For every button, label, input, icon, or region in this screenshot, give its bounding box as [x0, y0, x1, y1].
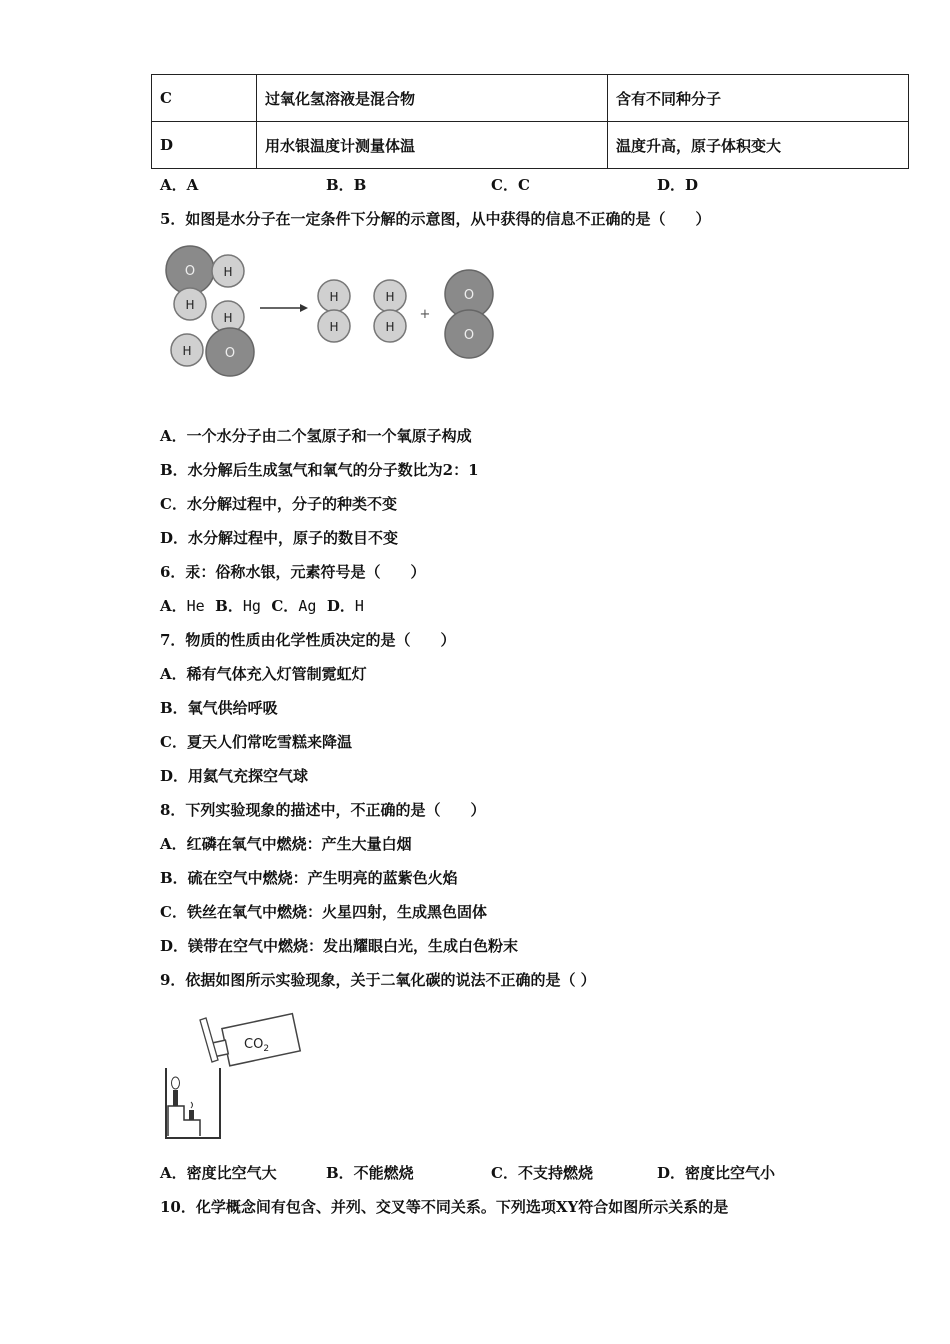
- q9-option-b[interactable]: B．不能燃烧: [326, 1164, 414, 1182]
- q9-option-a[interactable]: A．密度比空气大: [160, 1164, 277, 1182]
- step-stand: [168, 1106, 200, 1136]
- table-row: [152, 75, 909, 122]
- arrow-head-icon: [300, 304, 308, 312]
- q5-option-d[interactable]: D．水分解过程中，原子的数目不变: [160, 529, 399, 547]
- atom-label: H: [329, 290, 339, 304]
- q9-option-c[interactable]: C．不支持燃烧: [491, 1164, 593, 1182]
- q8-stem: 8．下列实验现象的描述中，不正确的是（ ）: [160, 801, 486, 819]
- atom-label: O: [463, 328, 475, 343]
- atom-label: H: [385, 290, 395, 304]
- q7-option-d[interactable]: D．用氦气充探空气球: [160, 767, 309, 785]
- q4-option-c[interactable]: C．C: [491, 176, 530, 194]
- table-cell-fact: 用水银温度计测量体温: [257, 122, 608, 169]
- element-symbol: H: [354, 597, 364, 615]
- atom-label: H: [182, 344, 192, 358]
- q8-option-a[interactable]: A．红磷在氧气中燃烧：产生大量白烟: [160, 835, 412, 853]
- co2-label: $CO_2$: [244, 1037, 270, 1054]
- option-letter: D．: [326, 597, 355, 615]
- atom-label: H: [385, 320, 395, 334]
- water-decomposition-figure: [160, 242, 505, 382]
- atom-label: O: [224, 346, 236, 361]
- short-candle: [189, 1110, 194, 1120]
- flame-icon: [172, 1077, 180, 1089]
- smoke-icon: [191, 1102, 193, 1108]
- option-letter: B．: [215, 597, 243, 615]
- plus-sign: +: [419, 307, 431, 322]
- co2-pouring-figure: [160, 1010, 310, 1145]
- q9-option-d[interactable]: D．密度比空气小: [657, 1164, 776, 1182]
- table-cell-fact: 过氧化氢溶液是混合物: [257, 75, 608, 122]
- atom-label: H: [329, 320, 339, 334]
- q5-option-a[interactable]: A．一个水分子由二个氢原子和一个氧原子构成: [160, 427, 472, 445]
- q4-option-d[interactable]: D．D: [657, 176, 699, 194]
- table-row: [152, 122, 909, 169]
- atom-label: H: [223, 311, 233, 325]
- atom-label: H: [223, 265, 233, 279]
- table-cell-label: C: [152, 75, 257, 122]
- q6-options: [160, 595, 364, 616]
- q5-stem: 5．如图是水分子在一定条件下分解的示意图，从中获得的信息不正确的是（ ）: [160, 210, 711, 228]
- element-symbol: He: [186, 597, 205, 615]
- q6-option-a[interactable]: [160, 597, 205, 615]
- option-letter: A．: [160, 597, 187, 615]
- q8-option-b[interactable]: B．硫在空气中燃烧：产生明亮的蓝紫色火焰: [160, 869, 458, 887]
- element-symbol: Hg: [242, 597, 261, 615]
- q5-option-b[interactable]: B．水分解后生成氢气和氧气的分子数比为2：1: [160, 461, 479, 479]
- q8-option-c[interactable]: C．铁丝在氧气中燃烧：火星四射，生成黑色固体: [160, 903, 487, 921]
- q6-option-b[interactable]: [215, 597, 261, 615]
- q7-option-a[interactable]: A．稀有气体充入灯管制霓虹灯: [160, 665, 367, 683]
- element-symbol: Ag: [298, 597, 317, 615]
- atom-label: O: [463, 288, 475, 303]
- q4-option-a[interactable]: A．A: [160, 176, 199, 194]
- q7-stem: 7．物质的性质由化学性质决定的是（ ）: [160, 631, 456, 649]
- q7-option-b[interactable]: B．氧气供给呼吸: [160, 699, 278, 717]
- table-cell-explanation: 含有不同种分子: [608, 75, 909, 122]
- q4-option-b[interactable]: B．B: [326, 176, 367, 194]
- q6-option-c[interactable]: [271, 597, 316, 615]
- q5-option-c[interactable]: C．水分解过程中，分子的种类不变: [160, 495, 397, 513]
- tall-candle: [173, 1090, 178, 1106]
- atom-label: O: [184, 264, 196, 279]
- atom-label: H: [185, 298, 195, 312]
- glass-slide: [200, 1018, 218, 1062]
- q8-option-d[interactable]: D．镁带在空气中燃烧：发出耀眼白光，生成白色粉末: [160, 937, 519, 955]
- table-cell-explanation: 温度升高，原子体积变大: [608, 122, 909, 169]
- option-letter: C．: [271, 597, 299, 615]
- q10-stem: 10．化学概念间有包含、并列、交叉等不同关系。下列选项XY符合如图所示关系的是: [160, 1198, 729, 1216]
- answer-table: [151, 74, 909, 169]
- table-cell-label: D: [152, 122, 257, 169]
- q9-stem: 9．依据如图所示实验现象，关于二氧化碳的说法不正确的是（ ）: [160, 971, 596, 989]
- q6-option-d[interactable]: [327, 597, 364, 615]
- q6-stem: 6．汞：俗称水银，元素符号是（ ）: [160, 563, 426, 581]
- q7-option-c[interactable]: C．夏天人们常吃雪糕来降温: [160, 733, 352, 751]
